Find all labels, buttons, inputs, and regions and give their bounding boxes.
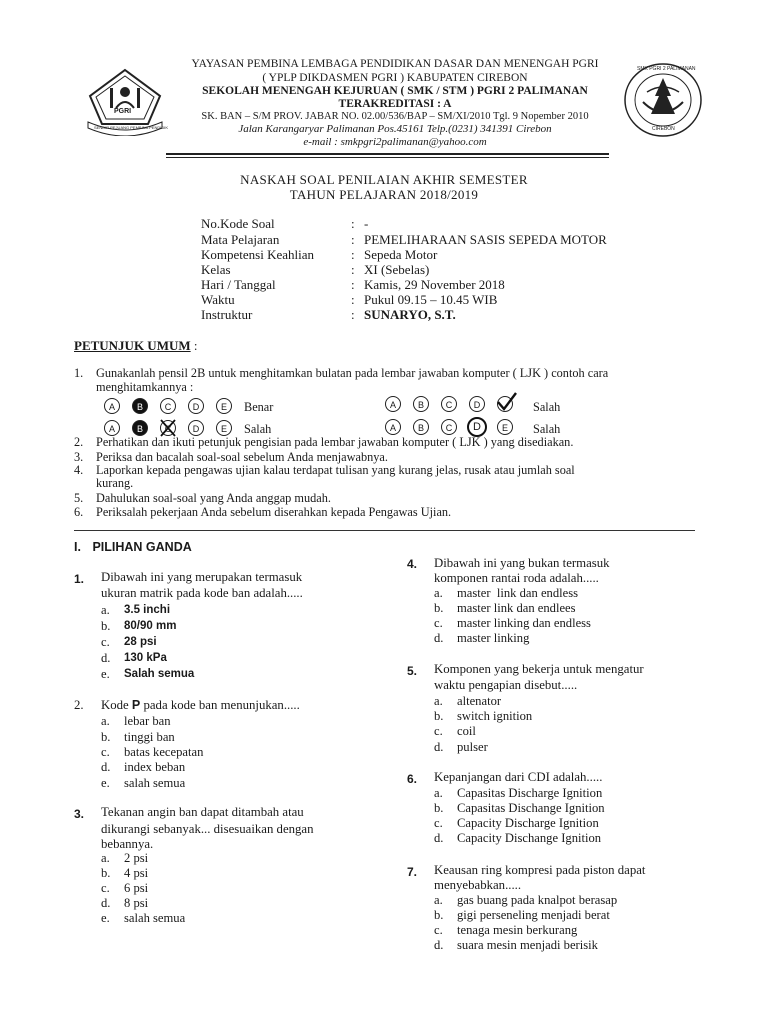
info-key: Waktu	[201, 292, 235, 307]
option-text: tenaga mesin berkurang	[457, 923, 578, 937]
option-text: gigi perseneling menjadi berat	[457, 908, 610, 922]
info-colon: :	[351, 292, 355, 307]
school-logo-left	[84, 66, 169, 136]
question-text-pre: Kode	[101, 698, 132, 712]
question-number: 2.	[74, 698, 84, 712]
option-text: switch ignition	[457, 709, 533, 723]
info-key: Kelas	[201, 262, 231, 277]
bubble-b-filled: B	[132, 398, 148, 414]
salah-label: Salah	[244, 422, 272, 436]
option-letter: e.	[101, 667, 110, 681]
bubble-d: D	[469, 396, 485, 412]
option-letter: e.	[101, 911, 110, 925]
petunjuk-text: Perhatikan dan ikuti petunjuk pengisian pada lembar jawaban komputer ( LJK ) yang disediakan.	[96, 435, 574, 449]
logo-right-text: SMK PGRI 2 PALIMANAN	[637, 66, 696, 72]
option-text: pulser	[457, 740, 488, 754]
school-logo-right	[623, 62, 703, 138]
bubble-b-filled: B	[132, 420, 148, 436]
option-letter: c.	[101, 635, 110, 649]
option-text: gas buang pada knalpot berasap	[457, 893, 618, 907]
option-letter: d.	[434, 831, 444, 845]
petunjuk-text: kurang.	[96, 476, 134, 490]
bubble-e: E	[216, 420, 232, 436]
petunjuk-text-1b: menghitamkannya :	[96, 380, 194, 394]
petunjuk-text: Dahulukan soal-soal yang Anda anggap mudah.	[96, 491, 331, 505]
info-value: PEMELIHARAAN SASIS SEPEDA MOTOR	[364, 232, 607, 247]
question-number: 7.	[407, 865, 418, 879]
info-colon: :	[351, 277, 355, 292]
info-colon: :	[351, 232, 355, 247]
option-letter: a.	[434, 786, 443, 800]
info-colon: :	[351, 216, 355, 231]
header-line-6: Jalan Karangaryar Palimanan Pos.45161 Telp.(0231) 341391 Cirebon	[238, 123, 552, 135]
option-text: 2 psi	[124, 851, 149, 865]
option-letter: c.	[434, 724, 443, 738]
info-colon: :	[351, 247, 355, 262]
option-letter: b.	[434, 709, 444, 723]
petunjuk-colon: :	[190, 338, 198, 353]
option-letter: a.	[101, 714, 110, 728]
option-text: 130 kPa	[124, 652, 167, 664]
exam-title: NASKAH SOAL PENILAIAN AKHIR SEMESTER	[240, 172, 528, 187]
option-text: Capacity Discharge Ignition	[457, 816, 599, 830]
bubble-c: C	[160, 398, 176, 414]
benar-label: Benar	[244, 400, 274, 414]
option-letter: c.	[434, 816, 443, 830]
header-line-5: SK. BAN – S/M PROV. JABAR NO. 02.00/536/BAP – SM/XI/2010 Tgl. 9 Nopember 2010	[201, 111, 589, 122]
bubble-c: C	[160, 420, 176, 436]
info-value: Sepeda Motor	[364, 247, 438, 262]
section-heading	[74, 540, 192, 554]
check-mark-icon	[494, 390, 518, 414]
question-text: komponen rantai roda adalah.....	[434, 571, 599, 585]
option-text: index beban	[124, 760, 186, 774]
header-rule-thick	[166, 153, 609, 155]
section-num: I.	[74, 540, 81, 554]
option-text: 3.5 inchi	[124, 604, 171, 616]
option-text: master linking	[457, 631, 530, 645]
question-text-post: pada kode ban menunjukan.....	[140, 698, 300, 712]
info-key: Mata Pelajaran	[201, 232, 280, 247]
question-number: 1.	[74, 572, 85, 586]
info-colon: :	[351, 307, 355, 322]
bubble-e: E	[216, 398, 232, 414]
info-value: -	[364, 216, 369, 231]
option-text: 4 psi	[124, 866, 149, 880]
option-letter: d.	[434, 740, 444, 754]
info-value: SUNARYO, S.T.	[364, 307, 456, 322]
logo-right-bottom: CIREBON	[652, 126, 675, 132]
option-text: salah semua	[124, 776, 186, 790]
option-letter: a.	[434, 893, 443, 907]
petunjuk-num: 3.	[74, 450, 84, 464]
question-text: ukuran matrik pada kode ban adalah.....	[101, 586, 303, 600]
info-colon: :	[351, 262, 355, 277]
option-text: Capasitas Dischange Ignition	[457, 801, 605, 815]
bubble-a: A	[104, 398, 120, 414]
option-letter: d.	[101, 896, 111, 910]
bubble-a: A	[104, 420, 120, 436]
option-text: master linking dan endless	[457, 616, 591, 630]
option-text: Capasitas Discharge Ignition	[457, 786, 603, 800]
question-text: bebannya.	[101, 837, 154, 851]
petunjuk-num-1: 1.	[74, 366, 84, 380]
option-letter: a.	[434, 586, 443, 600]
option-letter: e.	[101, 776, 110, 790]
option-text: coil	[457, 724, 476, 738]
header-line-1: YAYASAN PEMBINA LEMBAGA PENDIDIKAN DASAR DAN MENENGAH PGRI	[191, 58, 599, 70]
petunjuk-heading: PETUNJUK UMUM	[74, 338, 191, 353]
option-text: lebar ban	[124, 714, 171, 728]
logo-left-ribbon: SENDIR PEJUANG PEMBINA PENDIDIK	[94, 125, 169, 130]
exam-year: TAHUN PELAJARAN 2018/2019	[289, 187, 479, 202]
option-letter: a.	[101, 603, 110, 617]
option-text: suara mesin menjadi berisik	[457, 938, 598, 952]
option-letter: c.	[434, 616, 443, 630]
info-key: Hari / Tanggal	[201, 277, 276, 292]
option-letter: b.	[101, 866, 111, 880]
option-letter: b.	[434, 908, 444, 922]
question-text: Dibawah ini yang merupakan termasuk	[101, 570, 303, 584]
option-text: Capacity Dischange Ignition	[457, 831, 602, 845]
option-text: 80/90 mm	[124, 620, 177, 632]
option-letter: b.	[101, 730, 111, 744]
question-text: Tekanan angin ban dapat ditambah atau	[101, 805, 304, 819]
info-key: Instruktur	[201, 307, 253, 322]
question-text-bold: P	[131, 698, 141, 712]
logo-left-text: PGRI	[114, 108, 132, 115]
option-text: altenator	[457, 694, 502, 708]
bubble-a: A	[385, 396, 401, 412]
header-rule-thin	[166, 157, 609, 158]
salah-label: Salah	[533, 422, 561, 436]
bubble-c: C	[441, 396, 457, 412]
petunjuk-text: Periksa dan bacalah soal-soal sebelum Anda menjawabnya.	[96, 450, 388, 464]
option-letter: d.	[434, 938, 444, 952]
info-key: Kompetensi Keahlian	[201, 247, 314, 262]
info-key: No.Kode Soal	[201, 216, 275, 231]
section-title: PILIHAN GANDA	[92, 540, 192, 554]
question-number: 5.	[407, 664, 418, 678]
option-letter: d.	[434, 631, 444, 645]
question-text: Keausan ring kompresi pada piston dapat	[434, 863, 646, 877]
petunjuk-num: 5.	[74, 491, 84, 505]
question-text: dikurangi sebanyak... disesuaikan dengan	[101, 822, 314, 836]
option-text: 8 psi	[124, 896, 149, 910]
option-letter: c.	[434, 923, 443, 937]
info-value: Kamis, 29 November 2018	[364, 277, 505, 292]
option-letter: b.	[434, 601, 444, 615]
petunjuk-heading-row	[74, 338, 198, 354]
bubble-d: D	[188, 420, 204, 436]
header-line-3: SEKOLAH MENENGAH KEJURUAN ( SMK / STM ) PGRI 2 PALIMANAN	[202, 85, 588, 97]
option-text: 28 psi	[124, 636, 157, 648]
question-text: Kepanjangan dari CDI adalah.....	[434, 770, 603, 784]
option-text: master link dan endless	[457, 586, 579, 600]
option-text: Salah semua	[124, 668, 195, 680]
header-line-2: ( YPLP DIKDASMEN PGRI ) KABUPATEN CIREBON	[262, 72, 528, 84]
question-text: Komponen yang bekerja untuk mengatur	[434, 662, 644, 676]
question-text: Dibawah ini yang bukan termasuk	[434, 556, 610, 570]
petunjuk-num: 6.	[74, 505, 84, 519]
bubble-e: E	[497, 419, 513, 435]
option-text: tinggi ban	[124, 730, 175, 744]
petunjuk-text-1: Gunakanlah pensil 2B untuk menghitamkan bulatan pada lembar jawaban komputer ( LJK ) contoh cara	[96, 366, 609, 380]
info-value: Pukul 09.15 – 10.45 WIB	[364, 292, 498, 307]
question-text	[101, 698, 300, 713]
bubble-b: B	[413, 419, 429, 435]
option-text: master link dan endlees	[457, 601, 576, 615]
option-letter: a.	[101, 851, 110, 865]
option-text: batas kecepatan	[124, 745, 204, 759]
option-letter: c.	[101, 881, 110, 895]
option-letter: d.	[101, 760, 111, 774]
section-divider	[74, 530, 695, 531]
question-number: 3.	[74, 807, 85, 821]
question-number: 4.	[407, 557, 418, 571]
bubble-d: D	[188, 398, 204, 414]
option-letter: d.	[101, 651, 111, 665]
bubble-b: B	[413, 396, 429, 412]
info-value: XI (Sebelas)	[364, 262, 430, 277]
salah-label: Salah	[533, 400, 561, 414]
petunjuk-num: 4.	[74, 463, 84, 477]
option-letter: c.	[101, 745, 110, 759]
bubble-c: C	[441, 419, 457, 435]
option-letter: b.	[101, 619, 111, 633]
petunjuk-text: Periksalah pekerjaan Anda sebelum diserahkan kepada Pengawas Ujian.	[96, 505, 452, 519]
option-letter: a.	[434, 694, 443, 708]
bubble-a: A	[385, 419, 401, 435]
option-letter: b.	[434, 801, 444, 815]
petunjuk-text: Laporkan kepada pengawas ujian kalau terdapat tulisan yang kurang jelas, rusak atau jumlah soal	[96, 463, 575, 477]
petunjuk-num: 2.	[74, 435, 84, 449]
option-text: 6 psi	[124, 881, 149, 895]
question-text: waktu pengapian disebut.....	[434, 678, 578, 692]
question-text: menyebabkan.....	[434, 878, 522, 892]
option-text: salah semua	[124, 911, 186, 925]
question-number: 6.	[407, 772, 418, 786]
header-line-7: e-mail : smkpgri2palimanan@yahoo.com	[303, 136, 487, 148]
bubble-d-outlined: D	[467, 417, 487, 437]
header-line-4: TERAKREDITASI : A	[338, 98, 452, 110]
